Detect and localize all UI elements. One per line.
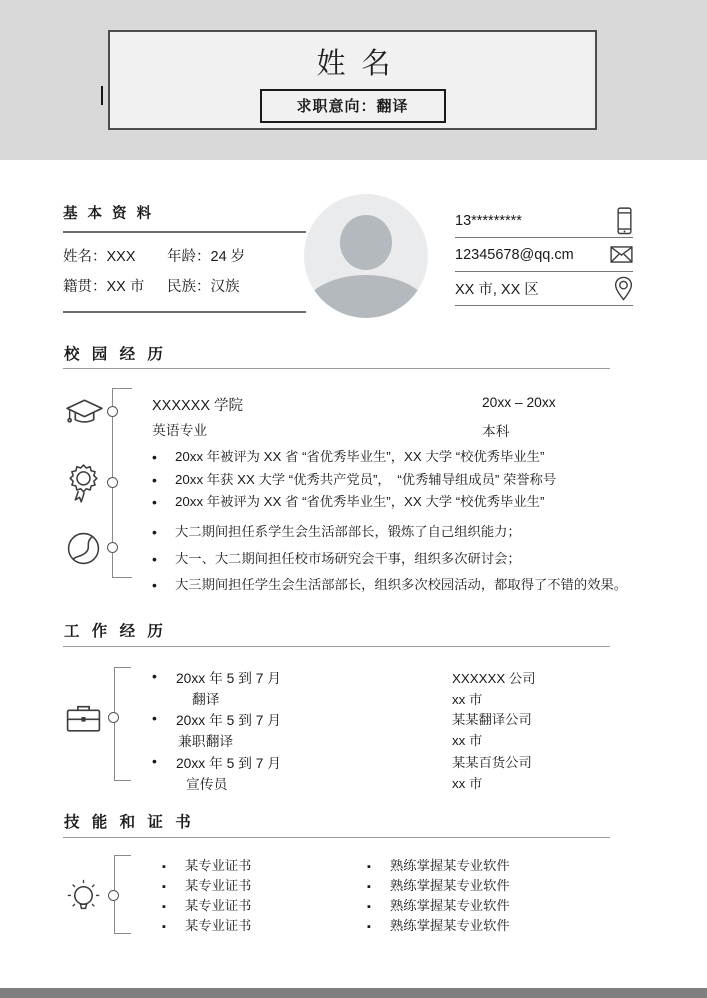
job-role: 宣传员	[186, 777, 228, 792]
section-rule-campus	[63, 368, 610, 369]
job-bullet: •	[152, 710, 157, 726]
job-period: 20xx 年 5 到 7 月	[176, 756, 282, 771]
job-bullet: •	[152, 753, 157, 769]
job-role: 翻译	[192, 692, 220, 707]
software-list	[365, 856, 510, 936]
work-timeline-line	[114, 667, 115, 781]
job-role: 兼职翻译	[178, 734, 234, 749]
awards-list	[150, 446, 556, 514]
contact-row-email	[455, 238, 633, 272]
phone-icon	[605, 207, 633, 235]
activity-item: • 大二期间担任系学生会生活部部长，锻炼了自己组织能力；	[150, 519, 627, 546]
text-cursor	[101, 86, 103, 105]
avatar-shoulders	[304, 275, 428, 318]
phone-number: 13*********	[455, 212, 522, 229]
software-item: ▪ 熟练掌握某专业软件	[365, 856, 510, 876]
timeline-node	[107, 406, 118, 417]
basic-info-title: 基 本 资 料	[63, 202, 306, 233]
activity-item: • 大一、大二期间担任校市场研究会干事，组织多次研讨会；	[150, 546, 627, 573]
timeline-node	[107, 542, 118, 553]
job-company: 某某百货公司	[452, 755, 532, 770]
work-timeline-elbow-top	[114, 667, 131, 668]
graduation-cap-icon	[64, 396, 105, 429]
award-item: • 20xx 年被评为 XX 省 “省优秀毕业生”，XX 大学 “校优秀毕业生”	[150, 491, 556, 514]
location-icon	[605, 276, 633, 301]
timeline-node	[108, 712, 119, 723]
job-period: 20xx 年 5 到 7 月	[176, 713, 282, 728]
job-company: XXXXXX 公司	[452, 671, 536, 686]
award-item: • 20xx 年被评为 XX 省 “省优秀毕业生”，XX 大学 “校优秀毕业生”	[150, 446, 556, 469]
software-item: ▪ 熟练掌握某专业软件	[365, 876, 510, 896]
certificate-item: ▪ 某专业证书	[160, 856, 251, 876]
software-item: ▪ 熟练掌握某专业软件	[365, 916, 510, 936]
campus-timeline-elbow-top	[112, 388, 132, 389]
work-timeline-elbow-bottom	[114, 780, 131, 781]
activity-item: • 大三期间担任学生会生活部部长，组织多次校园活动，都取得了不错的效果。	[150, 572, 627, 599]
job-city: xx 市	[452, 776, 483, 791]
lightbulb-icon	[63, 876, 104, 917]
timeline-node	[108, 890, 119, 901]
education-degree: 本科	[482, 424, 510, 439]
contact-block	[455, 204, 633, 306]
section-rule-work	[63, 646, 610, 647]
avatar	[304, 194, 428, 318]
globe-activity-icon	[66, 531, 101, 566]
briefcase-icon	[64, 701, 103, 734]
activities-list	[150, 519, 627, 599]
field-name: 姓名：XXX	[63, 249, 136, 265]
skills-timeline-elbow-bottom	[114, 933, 131, 934]
certificates-list	[160, 856, 251, 936]
section-title-skills: 技 能 和 证 书	[64, 814, 195, 831]
campus-timeline-elbow-bottom	[112, 577, 132, 578]
certificate-item: ▪ 某专业证书	[160, 896, 251, 916]
award-item: • 20xx 年获 XX 大学 “优秀共产党员”， “优秀辅导组成员” 荣誉称号	[150, 469, 556, 492]
mail-icon	[605, 246, 633, 263]
candidate-name: 姓 名	[316, 48, 395, 80]
contact-row-phone	[455, 204, 633, 238]
job-city: xx 市	[452, 692, 483, 707]
certificate-item: ▪ 某专业证书	[160, 876, 251, 896]
education-major: 英语专业	[152, 423, 208, 438]
job-intention-box: 求职意向：翻译	[260, 89, 446, 123]
job-bullet: •	[152, 668, 157, 684]
education-school: XXXXXX 学院	[152, 398, 244, 414]
email-address: 12345678@qq.cm	[455, 246, 574, 263]
job-city: xx 市	[452, 733, 483, 748]
timeline-node	[107, 477, 118, 488]
section-rule-skills	[63, 837, 610, 838]
basic-info-block	[63, 202, 306, 313]
education-period: 20xx – 20xx	[482, 395, 556, 410]
job-company: 某某翻译公司	[452, 712, 532, 727]
basic-info-grid	[63, 233, 306, 313]
footer-bar	[0, 988, 707, 998]
location-text: XX 市, XX 区	[455, 282, 539, 298]
certificate-item: ▪ 某专业证书	[160, 916, 251, 936]
avatar-head	[340, 215, 392, 270]
section-title-campus: 校 园 经 历	[64, 346, 167, 363]
field-hometown: 籍贯：XX 市	[63, 279, 145, 295]
field-age: 年龄：24 岁	[167, 249, 246, 265]
section-title-work: 工 作 经 历	[64, 623, 167, 640]
skills-timeline-elbow-top	[114, 855, 131, 856]
job-period: 20xx 年 5 到 7 月	[176, 671, 282, 686]
contact-row-location	[455, 272, 633, 306]
award-medal-icon	[66, 463, 101, 504]
header-box	[108, 30, 597, 130]
software-item: ▪ 熟练掌握某专业软件	[365, 896, 510, 916]
field-ethnicity: 民族：汉族	[167, 279, 240, 295]
